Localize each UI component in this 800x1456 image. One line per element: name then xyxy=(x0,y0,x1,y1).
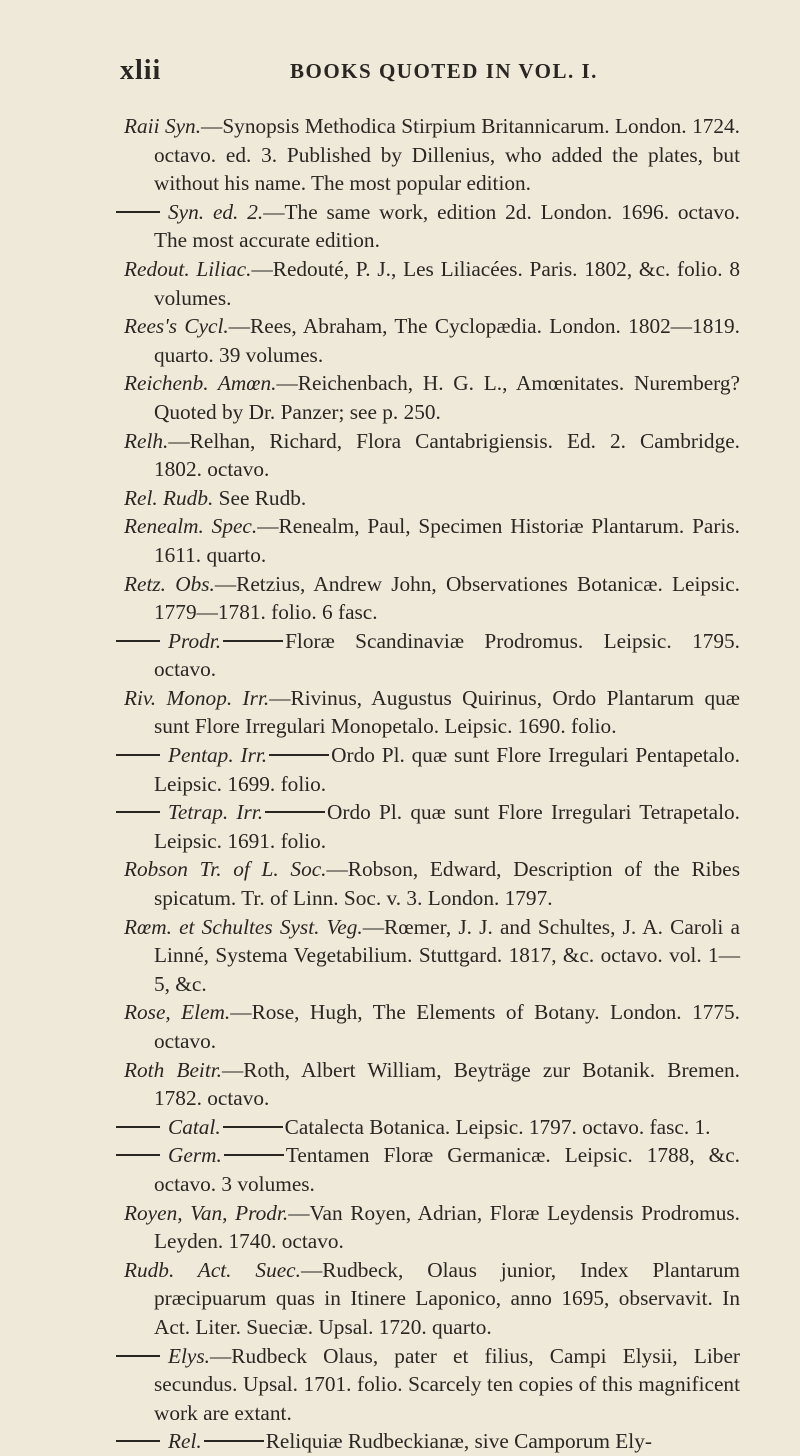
ditto-dash xyxy=(116,640,160,642)
ditto-dash-long xyxy=(223,640,283,642)
bibliography-entry xyxy=(124,1056,740,1113)
bibliography-entry xyxy=(124,1427,740,1456)
entry-separator: — xyxy=(276,371,298,396)
entry-separator: — xyxy=(362,914,385,939)
entry-citation: Rees, Abraham, The Cyclopædia. London. 1802—1819. quarto. 39 volumes. xyxy=(154,314,740,367)
entry-abbreviation: Elys. xyxy=(168,1343,210,1368)
entry-abbreviation: Pentap. Irr. xyxy=(168,743,268,768)
ditto-dash xyxy=(116,1355,160,1357)
bibliography-entry xyxy=(124,998,740,1055)
entry-separator: — xyxy=(214,571,237,596)
entry-abbreviation: Riv. Monop. Irr. xyxy=(124,685,270,710)
entry-citation: Ordo Pl. quæ sunt Flore Irregulari Pentapetalo. Leipsic. 1699. folio. xyxy=(154,743,741,796)
entry-abbreviation: Renealm. Spec. xyxy=(124,514,258,539)
entry-separator: — xyxy=(210,1343,232,1368)
entry-citation: Rudbeck Olaus, pater et filius, Campi Elysii, Liber secundus. Upsal. 1701. folio. Scarcely ten copies of this magnificent work are extant. xyxy=(154,1343,740,1425)
entry-separator: — xyxy=(288,1200,310,1225)
entry-abbreviation: Retz. Obs. xyxy=(124,571,215,596)
entry-citation: Reichenbach, H. G. L., Amœnitates. Nuremberg? Quoted by Dr. Panzer; see p. 250. xyxy=(154,371,740,424)
entry-separator: — xyxy=(269,685,291,710)
entry-citation: Synopsis Methodica Stirpium Britannicarum. London. 1724. octavo. ed. 3. Published by Dillenius, who added the plates, but without his name. The most popular edition. xyxy=(154,114,740,196)
entry-citation: Relhan, Richard, Flora Cantabrigiensis. Ed. 2. Cambridge. 1802. octavo. xyxy=(154,428,740,482)
bibliography-entry xyxy=(124,1141,740,1198)
ditto-dash-long xyxy=(223,1126,283,1128)
bibliography-entry xyxy=(124,913,740,999)
entry-citation: Retzius, Andrew John, Observationes Botanicæ. Leipsic. 1779—1781. folio. 6 fasc. xyxy=(154,571,740,625)
ditto-dash xyxy=(116,1154,160,1156)
entry-abbreviation: Tetrap. Irr. xyxy=(168,800,264,825)
entry-separator: — xyxy=(168,428,190,453)
bibliography-entry xyxy=(124,1199,740,1256)
ditto-dash-long xyxy=(265,811,325,813)
bibliography-entry xyxy=(124,855,740,912)
entry-abbreviation: Royen, Van, Prodr. xyxy=(124,1200,289,1225)
bibliography-entry xyxy=(124,112,740,198)
entry-abbreviation: Catal. xyxy=(168,1114,221,1139)
page-number: xlii xyxy=(120,55,162,86)
entry-citation: Robson, Edward, Description of the Ribes spicatum. Tr. of Linn. Soc. v. 3. London. 1797. xyxy=(154,857,740,911)
running-head: BOOKS QUOTED IN VOL. I. xyxy=(290,59,598,83)
bibliography-entry xyxy=(124,369,740,426)
entry-abbreviation: Germ. xyxy=(168,1143,222,1168)
entry-abbreviation: Rel. xyxy=(168,1429,202,1454)
entry-separator: — xyxy=(251,256,273,281)
entry-separator: — xyxy=(326,857,348,882)
bibliography-entry xyxy=(124,312,740,369)
entry-abbreviation: Rees's Cycl. xyxy=(124,314,229,339)
bibliography-entry xyxy=(124,1342,740,1428)
entry-citation: Catalecta Botanica. Leipsic. 1797. octavo. fasc. 1. xyxy=(284,1114,711,1139)
entry-citation: Reliquiæ Rudbeckianæ, sive Camporum Ely- xyxy=(265,1429,652,1454)
entry-separator: — xyxy=(230,1000,252,1025)
entry-citation: Rose, Hugh, The Elements of Botany. London. 1775. octavo. xyxy=(154,1000,740,1053)
entry-citation: Rivinus, Augustus Quirinus, Ordo Plantarum quæ sunt Flore Irregulari Monopetalo. Leipsic. 1690. folio. xyxy=(154,685,741,739)
ditto-dash xyxy=(116,754,160,756)
entry-separator: — xyxy=(222,1057,244,1082)
bibliography-entry xyxy=(124,1113,740,1142)
entry-citation: Roth, Albert William, Beyträge zur Botanik. Bremen. 1782. octavo. xyxy=(154,1057,740,1111)
bibliography-list xyxy=(124,112,740,1456)
ditto-dash xyxy=(116,211,160,213)
entry-abbreviation: Rel. Rudb. xyxy=(124,485,214,510)
entry-abbreviation: Prodr. xyxy=(168,628,222,653)
entry-citation: The same work, edition 2d. London. 1696. octavo. The most accurate edition. xyxy=(154,199,740,253)
bibliography-entry xyxy=(124,427,740,484)
ditto-dash xyxy=(116,1440,160,1442)
bibliography-entry xyxy=(124,255,740,312)
entry-abbreviation: Raii Syn. xyxy=(124,114,202,138)
bibliography-entry xyxy=(124,741,740,798)
page-header xyxy=(120,55,740,89)
entry-abbreviation: Rœm. et Schultes Syst. Veg. xyxy=(124,914,363,939)
entry-citation: Ordo Pl. quæ sunt Flore Irregulari Tetrapetalo. Leipsic. 1691. folio. xyxy=(154,800,741,853)
entry-citation: Renealm, Paul, Specimen Historiæ Plantarum. Paris. 1611. quarto. xyxy=(154,514,741,567)
bibliography-entry xyxy=(124,198,740,255)
entry-separator: — xyxy=(300,1257,323,1282)
bibliography-entry xyxy=(124,684,740,741)
entry-citation: Van Royen, Adrian, Floræ Leydensis Prodromus. Leyden. 1740. octavo. xyxy=(154,1200,740,1254)
entry-separator: — xyxy=(228,314,251,339)
entry-abbreviation: Rudb. Act. Suec. xyxy=(124,1257,301,1282)
bibliography-entry xyxy=(124,798,740,855)
ditto-dash-long xyxy=(204,1440,264,1442)
entry-abbreviation: Syn. ed. 2. xyxy=(168,199,264,224)
entry-separator: — xyxy=(201,114,223,138)
entry-separator: — xyxy=(257,514,279,539)
bibliography-entry xyxy=(124,627,740,684)
entry-separator: — xyxy=(263,199,285,224)
entry-citation: Rudbeck, Olaus junior, Index Plantarum præcipuarum quas in Itinere Laponico, anno 1695, observavit. In Act. Liter. Sueciæ. Upsal. 1720. quarto. xyxy=(154,1257,740,1339)
entry-abbreviation: Rose, Elem. xyxy=(124,1000,231,1025)
entry-citation: Tentamen Floræ Germanicæ. Leipsic. 1788, &c. octavo. 3 volumes. xyxy=(154,1143,740,1196)
entry-citation: Redouté, P. J., Les Liliacées. Paris. 1802, &c. folio. 8 volumes. xyxy=(154,256,740,310)
entry-abbreviation: Roth Beitr. xyxy=(124,1057,222,1082)
entry-abbreviation: Reichenb. Amœn. xyxy=(124,371,277,396)
ditto-dash xyxy=(116,811,160,813)
ditto-dash-long xyxy=(224,1154,284,1156)
bibliography-entry xyxy=(124,1256,740,1342)
ditto-dash xyxy=(116,1126,160,1128)
ditto-dash-long xyxy=(269,754,329,756)
entry-citation: Floræ Scandinaviæ Prodromus. Leipsic. 1795. octavo. xyxy=(154,628,740,682)
entry-citation: See Rudb. xyxy=(218,485,307,510)
bibliography-entry xyxy=(124,484,740,513)
entry-citation: Rœmer, J. J. and Schultes, J. A. Caroli a Linné, Systema Vegetabilium. Stuttgard. 1817, &c. octavo. vol. 1—5, &c. xyxy=(154,914,740,996)
bibliography-entry xyxy=(124,570,740,627)
entry-abbreviation: Robson Tr. of L. Soc. xyxy=(124,857,327,882)
entry-abbreviation: Redout. Liliac. xyxy=(124,256,252,281)
bibliography-entry xyxy=(124,512,740,569)
entry-abbreviation: Relh. xyxy=(124,428,169,453)
